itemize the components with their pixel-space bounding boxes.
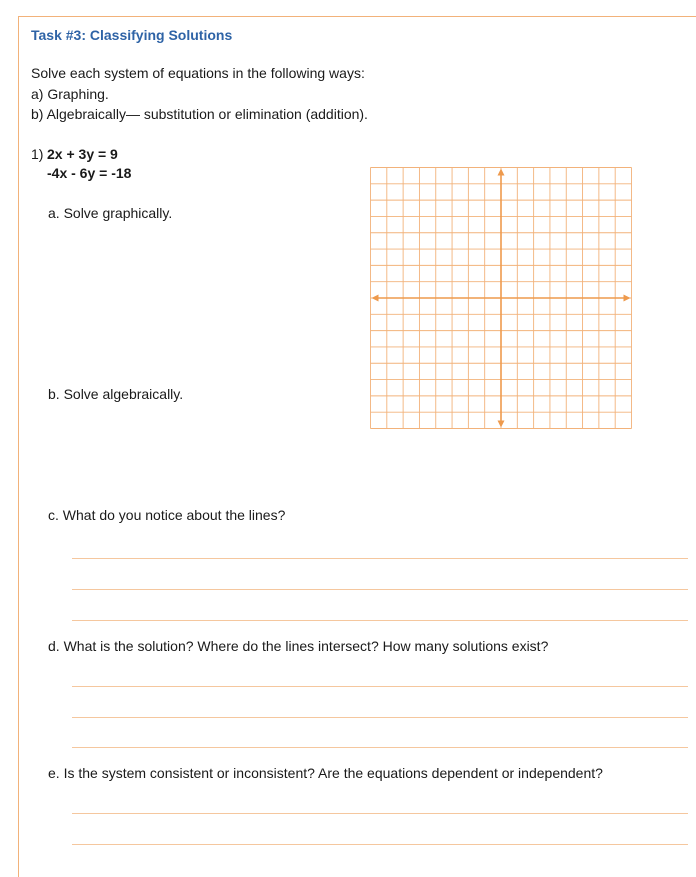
instructions-way-b: b) Algebraically— substitution or elimination (addition). [31, 106, 368, 122]
y-axis-down-arrow [498, 421, 505, 428]
x-axis-left-arrow [372, 295, 379, 302]
x-axis-right-arrow [624, 295, 631, 302]
instructions-intro: Solve each system of equations in the following ways: [31, 65, 365, 81]
answer-line-c1[interactable] [72, 558, 688, 559]
instructions-way-a: a) Graphing. [31, 86, 109, 102]
answer-line-e2[interactable] [72, 844, 688, 845]
question-e: e. Is the system consistent or inconsistent? Are the equations dependent or independent? [48, 765, 603, 781]
question-c: c. What do you notice about the lines? [48, 507, 286, 523]
question-a: a. Solve graphically. [48, 205, 173, 221]
question-b: b. Solve algebraically. [48, 386, 184, 402]
answer-line-d1[interactable] [72, 686, 688, 687]
problem-number: 1) [31, 146, 44, 162]
task-title: Task #3: Classifying Solutions [31, 27, 233, 43]
answer-line-d3[interactable] [72, 747, 688, 748]
y-axis-up-arrow [498, 169, 505, 176]
question-d: d. What is the solution? Where do the lines intersect? How many solutions exist? [48, 638, 549, 654]
answer-line-c2[interactable] [72, 589, 688, 590]
coordinate-grid[interactable] [370, 167, 632, 429]
equation-1: 2x + 3y = 9 [47, 146, 118, 162]
answer-line-e1[interactable] [72, 813, 688, 814]
answer-line-c3[interactable] [72, 620, 688, 621]
answer-line-d2[interactable] [72, 717, 688, 718]
equation-2: -4x - 6y = -18 [47, 165, 132, 181]
